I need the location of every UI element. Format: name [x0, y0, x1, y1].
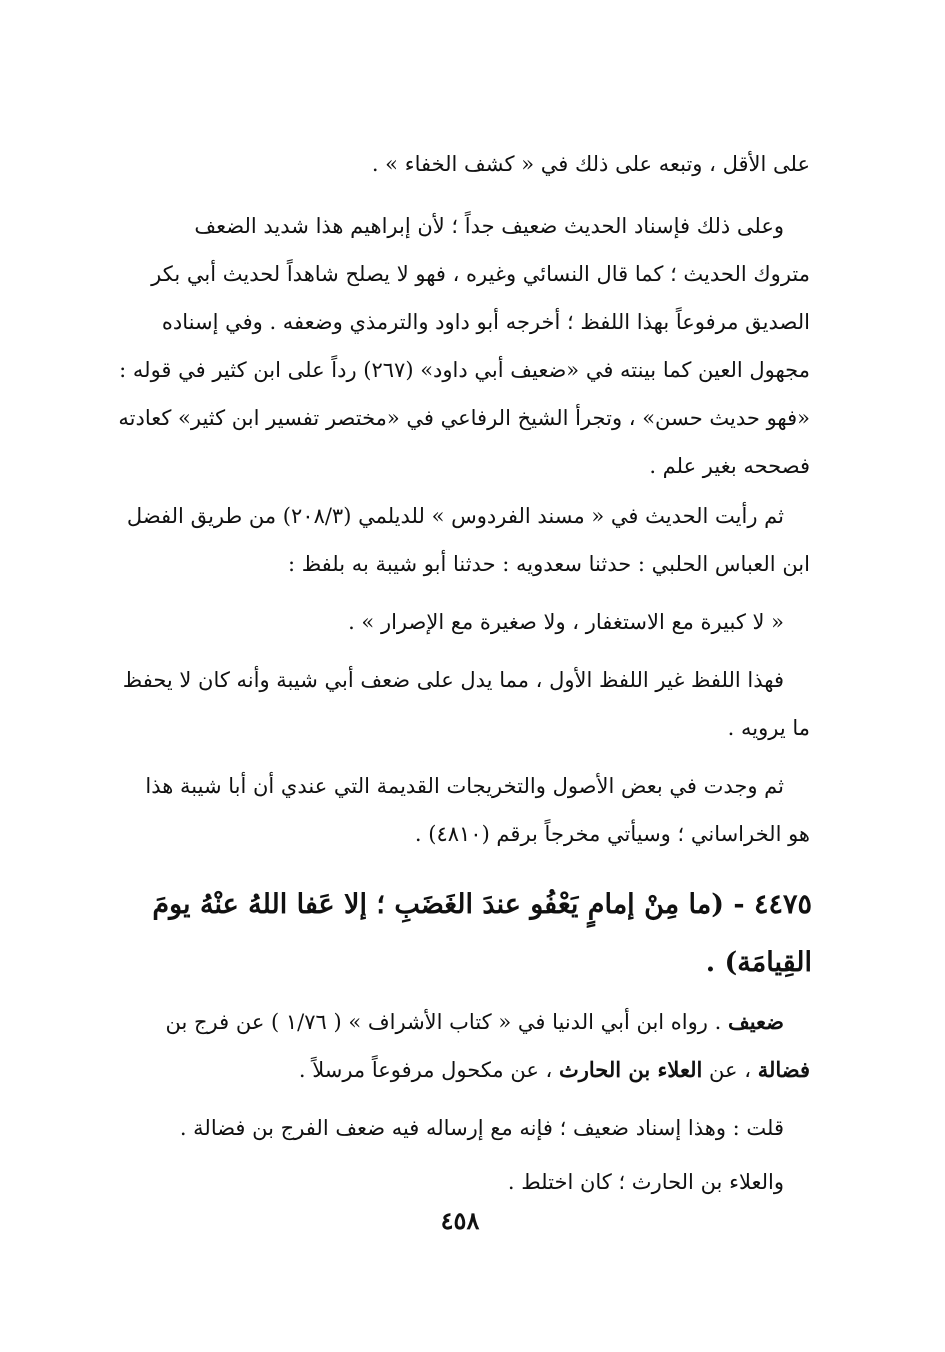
- paragraph-5: [100, 656, 810, 752]
- page-number: ٤٥٨: [440, 1206, 480, 1235]
- paragraph-9: [100, 1158, 810, 1206]
- hadith-heading: [100, 876, 812, 992]
- paragraph-7: [100, 998, 810, 1094]
- text-span: ، عن: [709, 1058, 751, 1082]
- paragraph-8: [100, 1104, 810, 1152]
- hadith-line: ٤٤٧٥ - (ما مِنْ إمامٍ يَعْفُو عندَ الغَضَبِ ؛ إلا عَفا اللهُ عنْهُ يومَ: [152, 889, 812, 920]
- text-line: هو الخراساني ؛ وسيأتي مخرجاً برقم (٤٨١٠) .: [414, 822, 810, 846]
- text-line: فهذا اللفظ غير اللفظ الأول ، مما يدل على ضعف أبي شيبة وأنه كان لا يحفظ: [122, 668, 784, 692]
- text-line: ما يرويه .: [727, 716, 810, 740]
- text-line: « لا كبيرة مع الاستغفار ، ولا صغيرة مع الإصرار » .: [348, 610, 784, 634]
- paragraph-3: [100, 492, 810, 588]
- narrator-name: فضالة: [757, 1057, 810, 1082]
- text-line: وعلى ذلك فإسناد الحديث ضعيف جداً ؛ لأن إبراهيم هذا شديد الضعف: [194, 214, 784, 238]
- text-line: مجهول العين كما بينته في «ضعيف أبي داود» (٢٦٧) رداً على ابن كثير في قوله :: [119, 358, 810, 382]
- grade-label: ضعيف: [727, 1009, 784, 1034]
- text-span: . رواه ابن أبي الدنيا في « كتاب الأشراف » ( ١/٧٦ ) عن فرج بن: [165, 1010, 722, 1034]
- text-line: الصديق مرفوعاً بهذا اللفظ ؛ أخرجه أبو داود والترمذي وضعفه . وفي إسناده: [161, 310, 810, 334]
- text-line: [100, 1046, 810, 1094]
- text-line: «فهو حديث حسن» ، وتجرأ الشيخ الرفاعي في «مختصر تفسير ابن كثير» كعادته: [118, 406, 810, 430]
- narrator-name: العلاء بن الحارث: [559, 1057, 703, 1082]
- hadith-line: القِيامَة) .: [705, 947, 812, 978]
- text-line: ثم وجدت في بعض الأصول والتخريجات القديمة التي عندي أن أبا شيبة هذا: [145, 774, 784, 798]
- text-line: ثم رأيت الحديث في « مسند الفردوس » للديلمي (٢٠٨/٣) من طريق الفضل: [126, 504, 784, 528]
- text-line: فصححه بغير علم .: [649, 454, 810, 478]
- text-line: قلت : وهذا إسناد ضعيف ؛ فإنه مع إرساله فيه ضعف الفرج بن فضالة .: [179, 1116, 784, 1140]
- paragraph-4: [100, 598, 810, 646]
- paragraph-2: [100, 202, 810, 490]
- paragraph-6: [100, 762, 810, 858]
- paragraph-1: [100, 140, 810, 188]
- text-line: على الأقل ، وتبعه على ذلك في « كشف الخفاء » .: [371, 152, 810, 176]
- text-line: [100, 998, 810, 1046]
- text-line: متروك الحديث ؛ كما قال النسائي وغيره ، فهو لا يصلح شاهداً لحديث أبي بكر: [151, 262, 810, 286]
- text-line: ابن العباس الحلبي : حدثنا سعدويه : حدثنا أبو شيبة به بلفظ :: [288, 552, 810, 576]
- text-line: والعلاء بن الحارث ؛ كان اختلط .: [507, 1170, 784, 1194]
- text-span: ، عن مكحول مرفوعاً مرسلاً .: [298, 1058, 553, 1082]
